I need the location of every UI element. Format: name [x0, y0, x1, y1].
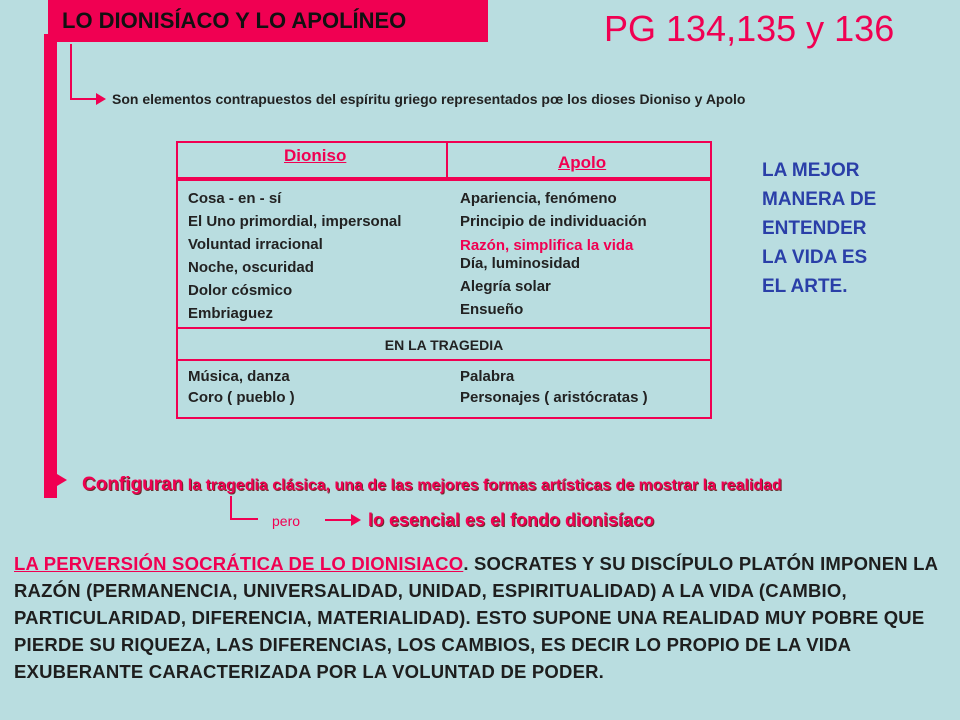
socratic-paragraph: [14, 550, 954, 685]
arrow-right-icon: [351, 514, 361, 526]
essential-text: lo esencial es el fondo dionisíaco: [368, 510, 655, 530]
trait-item: Apariencia, fenómeno: [460, 190, 617, 207]
trait-item: Cosa - en - sí: [188, 190, 282, 207]
paragraph-lead: LA PERVERSIÓN SOCRÁTICA DE LO DIONISIACO: [14, 553, 464, 574]
trait-item-highlight: Razón, simplifica la vida: [460, 237, 634, 254]
trait-item: Alegría solar: [460, 278, 551, 295]
side-note-line: MANERA DE: [762, 189, 877, 210]
tragedy-row: [176, 361, 712, 419]
page-title: LO DIONISÍACO Y LO APOLÍNEO: [62, 8, 407, 33]
connector-line: [230, 518, 258, 520]
trait-item: Principio de individuación: [460, 213, 647, 230]
apolo-traits: [460, 187, 647, 321]
side-note-line: LA MEJOR: [762, 160, 860, 181]
connector-line: [325, 519, 353, 521]
connector-line: [230, 496, 232, 520]
tragedy-header: EN LA TRAGEDIA: [384, 337, 504, 353]
tragedy-item: Coro ( pueblo ): [188, 389, 295, 406]
title-box: [48, 0, 488, 42]
paragraph-body: . SOCRATES Y SU DISCÍPULO PLATÓN IMPONEN LA RAZÓN (PERMANENCIA, UNIVERSALIDAD, UNIDAD, ESPIRITUALIDAD) A LA VIDA (CAMBIO, PARTICULARIDAD, DIFERENCIA, MATERIALIDAD). ESTO SUPONE UNA REALIDAD MUY POBRE QUE PIERDE SU RIQUEZA, LAS DIFERENCIAS, LOS CAMBIOS, ES DECIR LO PROPIO DE LA VIDA EXUBERANTE CARACTERIZADA POR LA VOLUNTAD DE PODER.: [14, 553, 938, 682]
vertical-accent-bar: [44, 34, 57, 498]
conclusion-lead: Configuran: [82, 474, 184, 495]
dioniso-traits: [188, 187, 401, 325]
tragedy-item: Personajes ( aristócratas ): [460, 389, 648, 406]
conclusion-rest: la tragedia clásica, una de las mejores formas artísticas de mostrar la realidad: [183, 477, 782, 494]
side-note-line: EL ARTE.: [762, 276, 848, 297]
tragedy-item: Música, danza: [188, 368, 290, 385]
side-note-line: LA VIDA ES: [762, 247, 868, 268]
header-dioniso: Dioniso: [284, 146, 347, 165]
tragedy-dioniso: [188, 366, 295, 408]
trait-item: Día, luminosidad: [460, 255, 581, 272]
table-divider: [176, 179, 712, 181]
intro-text: Son elementos contrapuestos del espíritu griego representados pœ los dioses Dioniso y Apolo: [112, 91, 746, 107]
trait-item: Voluntad irracional: [188, 236, 323, 253]
arrow-right-icon: [57, 474, 67, 486]
trait-item: Dolor cósmico: [188, 282, 293, 299]
tragedy-header-row: [176, 327, 712, 361]
traits-row: [176, 181, 712, 327]
conclusion-text: [82, 474, 782, 496]
side-note-line: ENTENDER: [762, 218, 867, 239]
trait-item: El Uno primordial, impersonal: [188, 213, 402, 230]
tragedy-apolo: [460, 366, 648, 408]
trait-item: Ensueño: [460, 301, 524, 318]
pero-label: pero: [272, 513, 301, 529]
table-header-row: [176, 141, 712, 179]
side-note: [762, 156, 876, 301]
page-reference: PG 134,135 y 136: [604, 8, 895, 49]
tragedy-item: Palabra: [460, 368, 515, 385]
connector-line: [70, 98, 98, 100]
arrow-right-icon: [96, 93, 106, 105]
column-divider: [446, 143, 448, 177]
connector-line: [70, 44, 72, 100]
trait-item: Noche, oscuridad: [188, 259, 314, 276]
header-apolo: Apolo: [558, 153, 607, 172]
trait-item: Embriaguez: [188, 305, 274, 322]
